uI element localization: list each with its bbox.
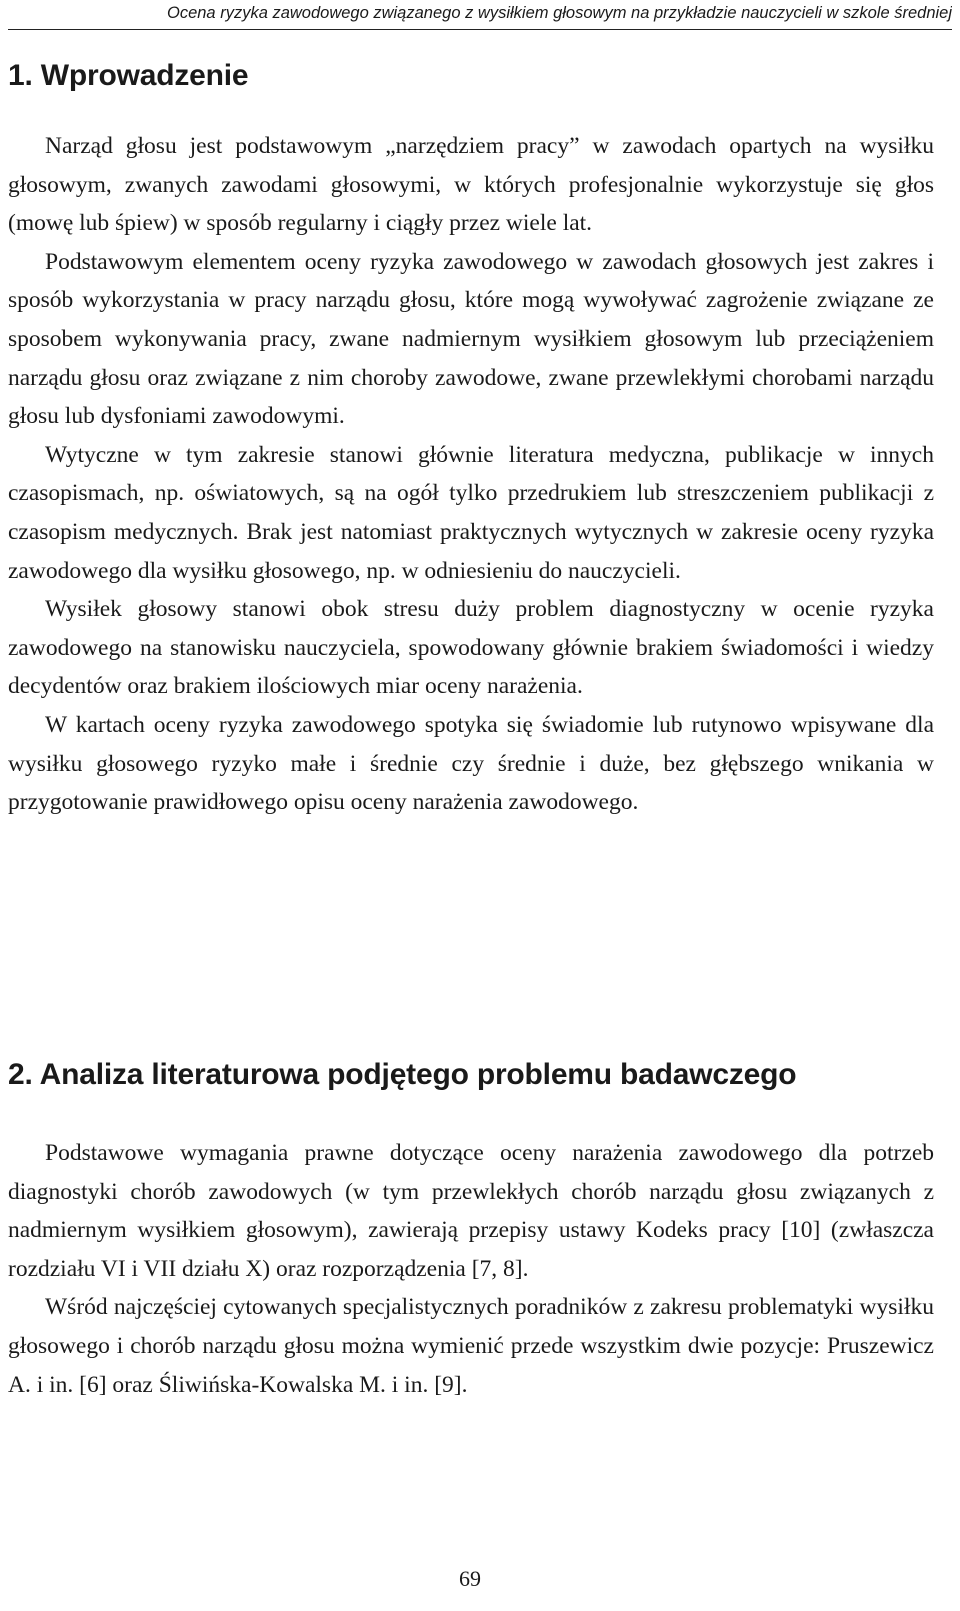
section-2-heading: 2. Analiza literaturowa podjętego problemu badawczego [8,1058,797,1091]
paragraph: Wytyczne w tym zakresie stanowi głównie literatura medyczna, publikacje w innych czasopismach, np. oświatowych, są na ogół tylko przedrukiem lub streszczeniem publikacji z czasopism medycznych. Brak jest natomiast praktycznych wytycznych w zakresie oceny ryzyka zawodowego dla wysiłku głosowego, np. w odniesieniu do nauczycieli. [8,441,934,584]
section-1-heading: 1. Wprowadzenie [8,59,249,92]
section-2-body [8,1134,934,1404]
paragraph: Wśród najczęściej cytowanych specjalistycznych poradników z zakresu problematyki wysiłku głosowego i chorób narządu głosu można wymienić przede wszystkim dwie pozycje: Pruszewicz A. i in. [6] oraz Śliwińska-Kowalska M. i in. [9]. [8,1294,934,1398]
paragraph: W kartach oceny ryzyka zawodowego spotyka się świadomie lub rutynowo wpisywane dla wysiłku głosowego ryzyko małe i średnie czy średnie i duże, bez głębszego wnikania w przygotowanie prawidłowego opisu oceny narażenia zawodowego. [8,711,934,816]
paragraph: Podstawowe wymagania prawne dotyczące oceny narażenia zawodowego dla potrzeb diagnostyki chorób zawodowych (w tym przewlekłych chorób narządu głosu związanych z nadmiernym wysiłkiem głosowym), zawierają przepisy ustawy Kodeks pracy [10] (zwłaszcza rozdziału VI i VII działu X) oraz rozporządzenia [7, 8]. [8,1140,934,1282]
paragraph: Narząd głosu jest podstawowym „narzędziem pracy” w zawodach opartych na wysiłku głosowym, zwanych zawodami głosowymi, w których profesjonalnie wykorzystuje się głos (mowę lub śpiew) w sposób regularny i ciągły przez wiele lat. [8,133,934,237]
page-number: 69 [459,1566,481,1591]
running-header: Ocena ryzyka zawodowego związanego z wysiłkiem głosowym na przykładzie nauczycieli w szkole średniej [8,4,952,30]
section-1-body [8,127,934,822]
paragraph: Wysiłek głosowy stanowi obok stresu duży problem diagnostyczny w ocenie ryzyka zawodowego na stanowisku nauczyciela, spowodowany głównie brakiem świadomości i wiedzy decydentów oraz brakiem ilościowych miar oceny narażenia. [8,596,934,700]
paragraph: Podstawowym elementem oceny ryzyka zawodowego w zawodach głosowych jest zakres i sposób wykorzystania w pracy narządu głosu, które mogą wywoływać zagrożenie związane ze sposobem wykonywania pracy, zwane nadmiernym wysiłkiem głosowym lub przeciążeniem narządu głosu oraz związane z nim choroby zawodowe, zwane przewlekłymi chorobami narządu głosu lub dysfoniami zawodowymi. [8,248,934,430]
